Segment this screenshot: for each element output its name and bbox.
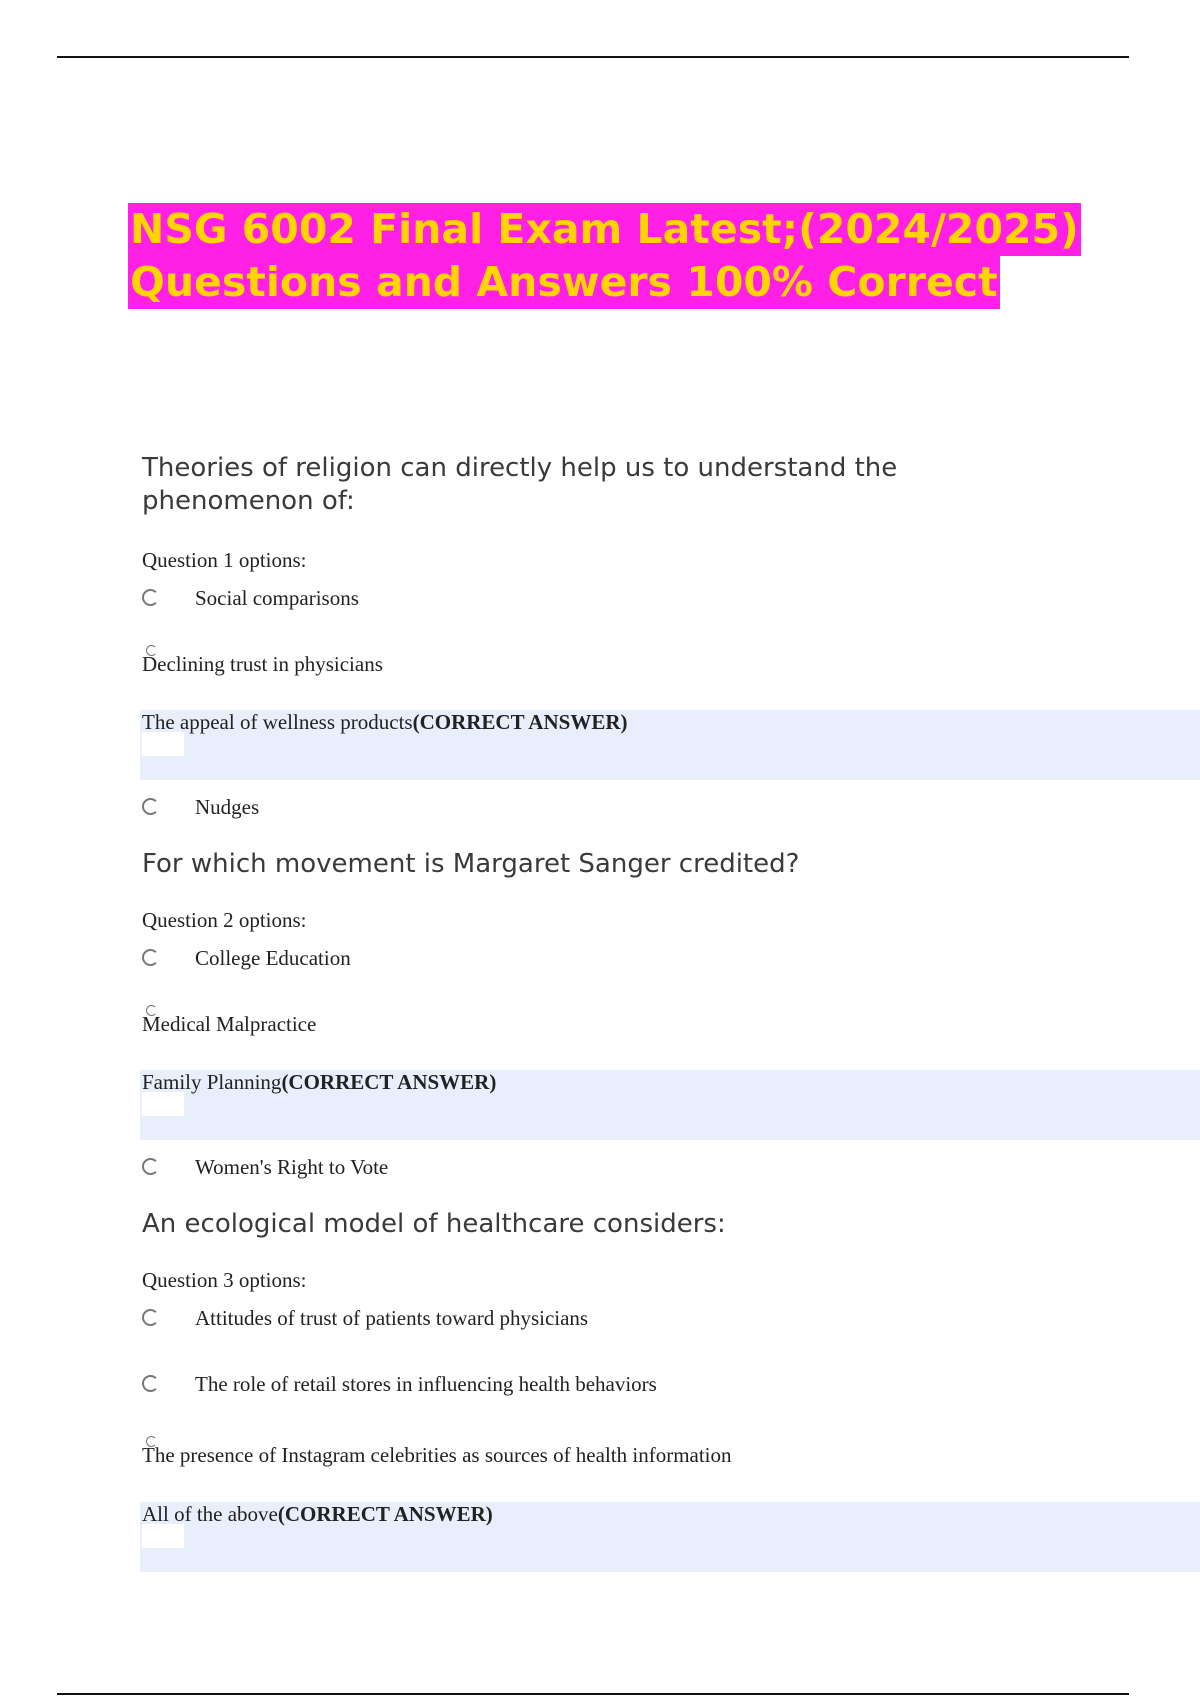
question-1-correct-highlight: [140, 710, 1200, 780]
document-title: [128, 203, 1081, 309]
radio-icon[interactable]: [146, 645, 157, 656]
option-label: Declining trust in physicians: [142, 652, 383, 676]
question-3-options-label: Question 3 options:: [142, 1268, 307, 1292]
question-2-text: For which movement is Margaret Sanger credited?: [142, 849, 800, 879]
question-2-correct-highlight: [140, 1070, 1200, 1140]
option-label: College Education: [195, 946, 351, 970]
radio-selected-icon[interactable]: [142, 1092, 184, 1116]
question-2-option-2[interactable]: [142, 1012, 316, 1037]
question-2-option-4[interactable]: [142, 1155, 388, 1180]
option-label: Social comparisons: [195, 586, 359, 610]
radio-icon[interactable]: [142, 1158, 159, 1175]
option-label: Medical Malpractice: [142, 1012, 317, 1036]
top-rule: [57, 56, 1129, 58]
question-3-option-4[interactable]: [142, 1502, 493, 1527]
title-line-1: NSG 6002 Final Exam Latest;(2024/2025): [128, 203, 1081, 256]
question-1-options-label: Question 1 options:: [142, 548, 307, 572]
option-label: Attitudes of trust of patients toward physicians: [195, 1306, 589, 1330]
radio-icon[interactable]: [142, 798, 159, 815]
question-2-option-3[interactable]: [142, 1070, 496, 1095]
radio-icon[interactable]: [146, 1436, 157, 1447]
option-label: The appeal of wellness products: [142, 710, 413, 734]
option-label: All of the above: [142, 1502, 278, 1526]
correct-answer-marker: (CORRECT ANSWER): [412, 710, 628, 734]
option-label: Nudges: [195, 795, 260, 819]
radio-icon[interactable]: [142, 949, 159, 966]
question-3-text: An ecological model of healthcare considers:: [142, 1209, 726, 1239]
radio-icon[interactable]: [142, 1375, 159, 1392]
question-3-option-2[interactable]: [142, 1372, 657, 1397]
question-1-option-1[interactable]: [142, 586, 359, 611]
radio-icon[interactable]: [146, 1005, 157, 1016]
question-1-option-2[interactable]: [142, 652, 383, 677]
correct-answer-marker: (CORRECT ANSWER): [277, 1502, 493, 1526]
question-1-text: Theories of religion can directly help us to understand the phenomenon of:: [142, 453, 898, 516]
option-label: Family Planning: [142, 1070, 282, 1094]
correct-answer-marker: (CORRECT ANSWER): [281, 1070, 497, 1094]
question-2-option-1[interactable]: [142, 946, 351, 971]
radio-icon[interactable]: [142, 1309, 159, 1326]
question-1-option-4[interactable]: [142, 795, 259, 820]
option-label: Women's Right to Vote: [195, 1155, 389, 1179]
title-line-2: Questions and Answers 100% Correct: [128, 256, 1000, 309]
radio-selected-icon[interactable]: [142, 1524, 184, 1548]
radio-icon[interactable]: [142, 589, 159, 606]
question-1-option-3[interactable]: [142, 710, 628, 735]
option-label: The role of retail stores in influencing health behaviors: [195, 1372, 657, 1396]
bottom-rule: [57, 1693, 1129, 1695]
question-3-correct-highlight: [140, 1502, 1200, 1572]
radio-selected-icon[interactable]: [142, 732, 184, 756]
question-3-option-1[interactable]: [142, 1306, 588, 1331]
question-2-options-label: Question 2 options:: [142, 908, 307, 932]
question-3-option-3[interactable]: [142, 1443, 732, 1468]
option-label: The presence of Instagram celebrities as sources of health information: [142, 1443, 732, 1467]
